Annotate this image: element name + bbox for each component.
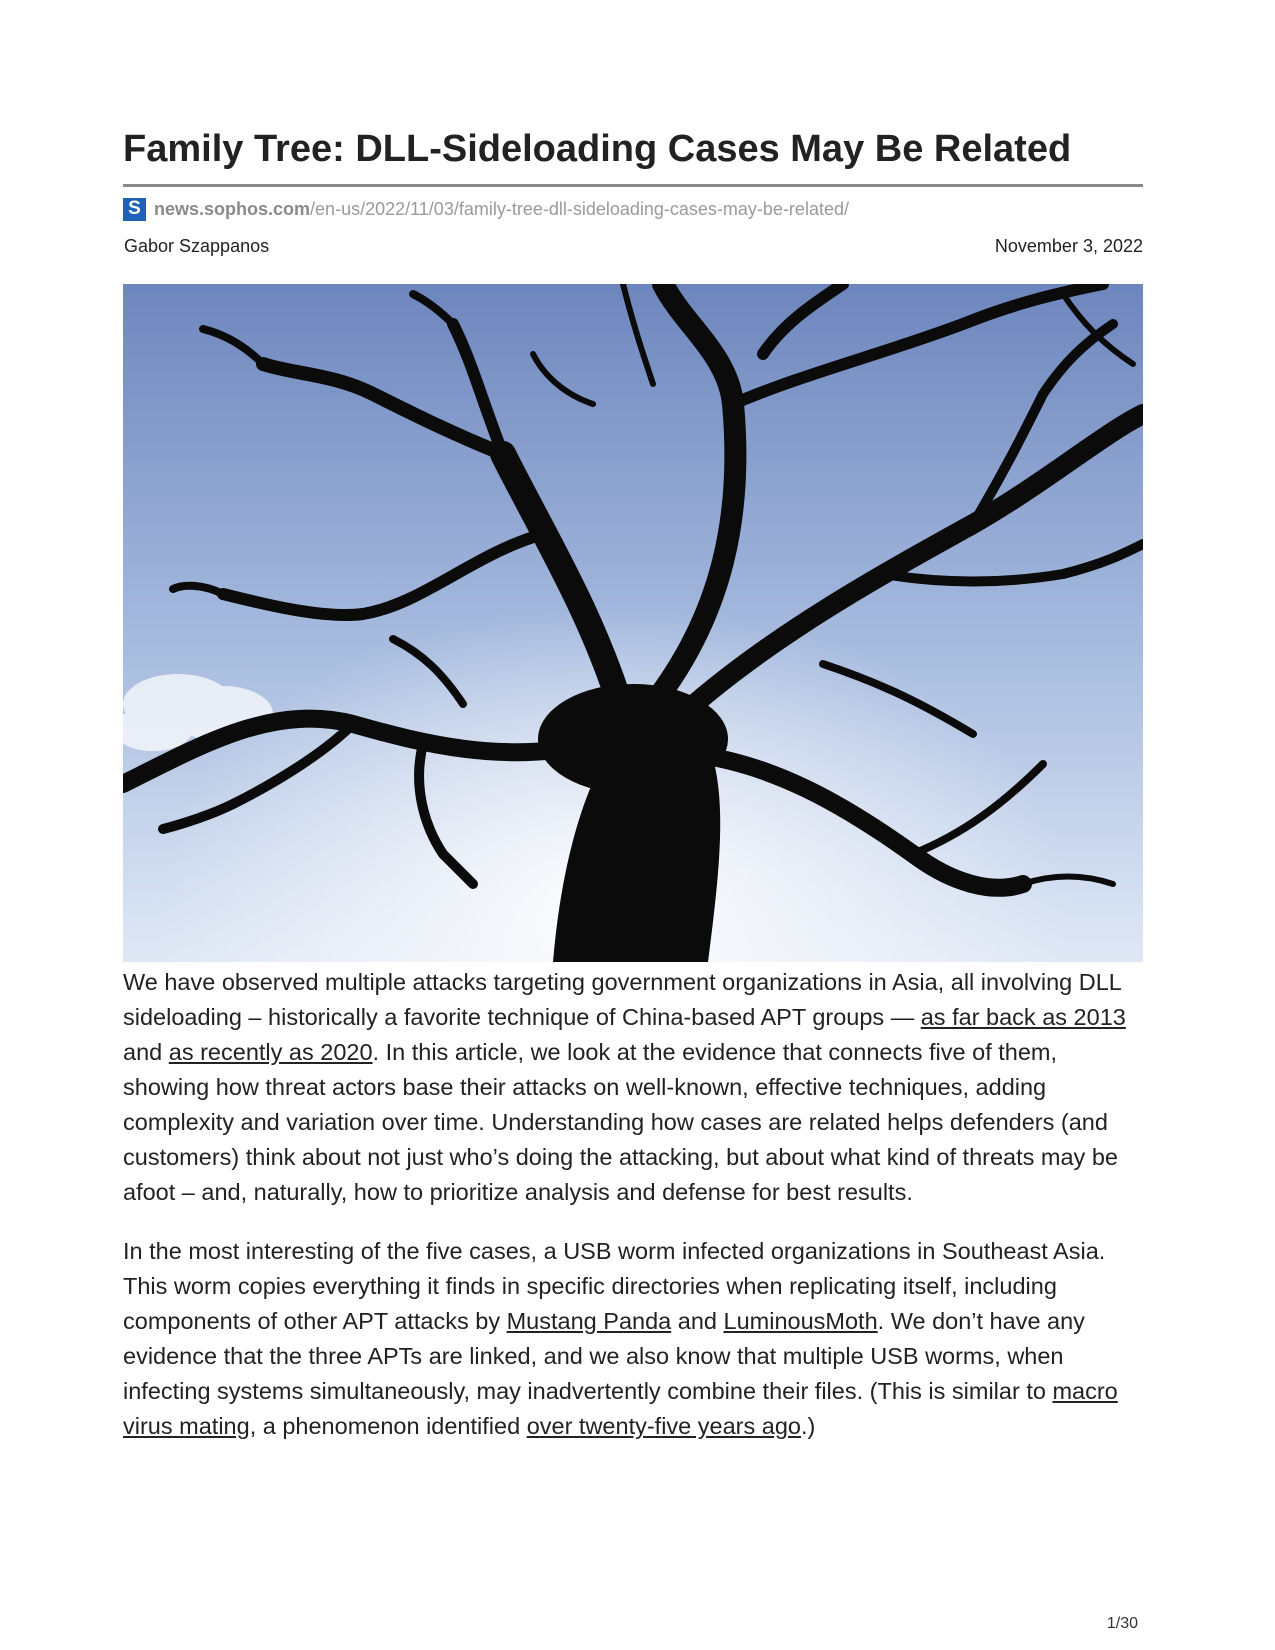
link-as-far-back-as-2013[interactable]: as far back as 2013 [920,1004,1126,1030]
text-run: and [123,1039,169,1065]
page-number: 1/30 [1106,1615,1138,1632]
link-as-recently-as-2020[interactable]: as recently as 2020 [168,1039,373,1065]
text-run: We have observed multiple attacks targeting government organizations in Asia, all involving DLL sideloading – historically a favorite technique of China-based APT groups — [123,969,1121,1030]
source-host: news.sophos.com [154,198,311,219]
text-run: . We don’t have any evidence that the three APTs are linked, and we also know that multiple USB worms, when infecting systems simultaneously, may inadvertently combine their files. (This is similar to [123,1308,1085,1404]
paragraph-intro [123,965,1143,1210]
article-body [123,965,1143,1468]
source-url[interactable] [154,199,849,220]
link-over-twenty-five-years-ago[interactable]: over twenty-five years ago [526,1413,801,1439]
publish-date: November 3, 2022 [994,236,1143,256]
title-divider [123,184,1143,187]
sophos-favicon-icon: S [123,198,146,221]
link-mustang-panda[interactable]: Mustang Panda [506,1308,672,1334]
author-name: Gabor Szappanos [124,236,270,256]
paragraph-usb-worm [123,1234,1143,1444]
text-run: . In this article, we look at the evidence that connects five of them, showing how threat actors base their attacks on well-known, effective techniques, adding complexity and variation over time. Understanding how cases are related helps defenders (and customers) think about not just who’s doing the attacking, but about what kind of threats may be afoot – and, naturally, how to prioritize analysis and defense for best results. [123,1039,1118,1205]
article-title: Family Tree: DLL-Sideloading Cases May Be Related [123,128,1072,170]
text-run: .) [800,1413,816,1439]
text-run: and [671,1308,724,1334]
text-run: , a phenomenon identified [249,1413,527,1439]
link-luminousmoth[interactable]: LuminousMoth [723,1308,878,1334]
source-path: /en-us/2022/11/03/family-tree-dll-sideloading-cases-may-be-related/ [310,198,849,219]
hero-image [123,284,1143,962]
text-run: In the most interesting of the five cases, a USB worm infected organizations in Southeast Asia. This worm copies everything it finds in specific directories when replicating itself, including components of other APT attacks by [123,1238,1106,1334]
source-link[interactable] [123,197,849,221]
link-macro-virus-mating[interactable]: macro virus mating [123,1378,1118,1439]
